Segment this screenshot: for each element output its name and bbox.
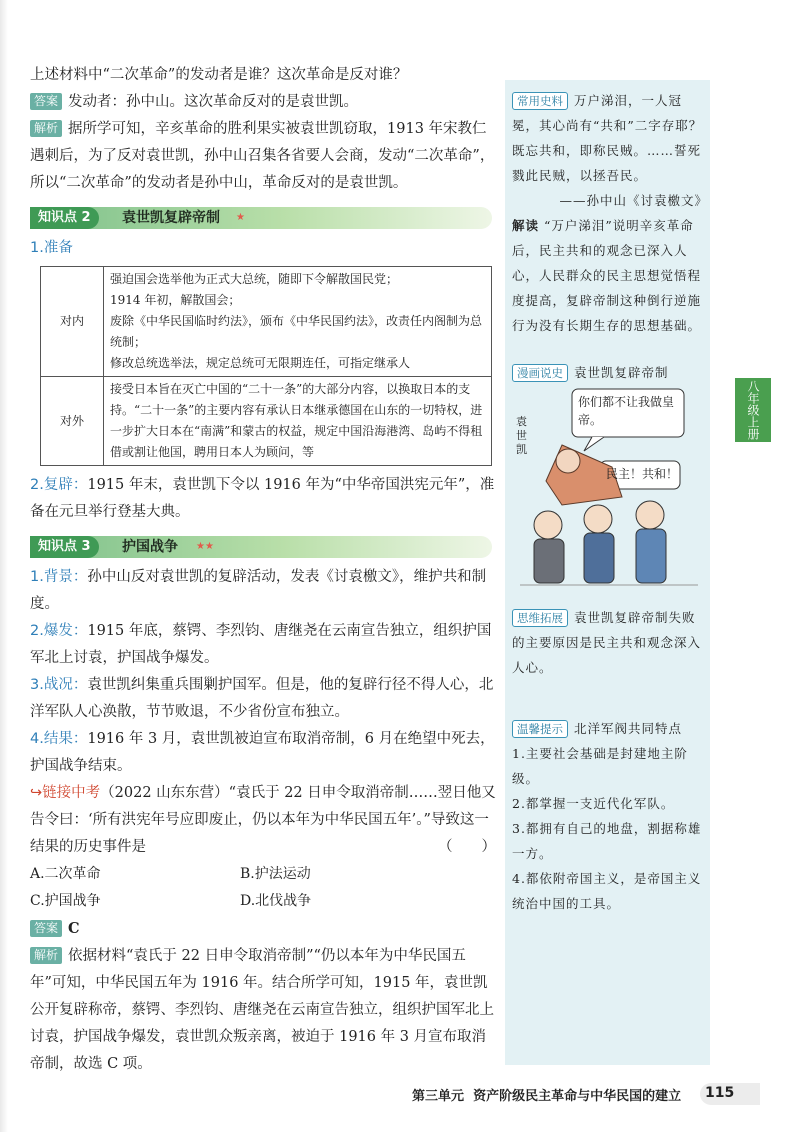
analysis-2	[30, 943, 496, 1078]
answer-tag: 答案	[30, 920, 62, 937]
option-c: C.护国战争	[30, 893, 101, 909]
sidebar-note-4	[512, 716, 708, 741]
star-icon: ★	[236, 212, 245, 223]
interpretation-label: 解读	[512, 218, 540, 233]
question-intro: 上述材料中“二次革命”的发动者是谁？这次革命是反对谁？	[30, 67, 408, 83]
sidebar-content	[512, 88, 708, 916]
exam-link-text: （2022 山东东营）“袁氏于 22 日申令取消帝制……翌日他又告令曰：‘所有洪宪年号应即废止，仍以本年为中华民国五年’。”导致这一结果的历史事件是	[30, 785, 496, 855]
item-label: 3.战况：	[30, 677, 88, 693]
cartoon-label: 袁世凯	[516, 415, 527, 456]
table-line: 废除《中华民国临时约法》，颁布《中华民国约法》，改责任内阁制为总统制；	[110, 314, 483, 349]
speech-bubble-1: 你们都不让我做皇帝。	[578, 395, 675, 427]
footer-title: 资产阶级民主革命与中华民国的建立	[473, 1089, 682, 1104]
footer-unit: 第三单元	[412, 1089, 465, 1104]
kp-title: 护国战争	[122, 539, 178, 555]
restoration	[30, 472, 496, 526]
knowledge-point-3-header	[30, 534, 496, 560]
cartoon-caption: 袁世凯复辟帝制	[574, 365, 669, 380]
item-text: 1915 年底，蔡锷、李烈钧、唐继尧在云南宣告独立，组织护国军北上讨袁，护国战争爆发。	[30, 623, 492, 666]
kp-bar	[30, 207, 492, 229]
star-icon: ★★	[196, 541, 214, 552]
list-item: 2.都掌握一支近代化军队。	[512, 796, 675, 811]
table-cell	[104, 267, 492, 377]
list-item: 3.都拥有自己的地盘，割据称雄一方。	[512, 821, 702, 861]
table-line: 修改总统选举法，规定总统可无限期连任，可指定继承人	[110, 356, 411, 370]
list-item: 1.主要社会基础是封建地主阶级。	[512, 746, 688, 786]
analysis-1-text: 据所学可知，辛亥革命的胜利果实被袁世凯窃取，1913 年宋教仁遇刺后，为了反对袁世凯，孙中山召集各省要人会商，发动“二次革命”，所以“二次革命”的发动者是孙中山，革命反对的是袁世凯。	[30, 121, 495, 191]
restoration-label: 2.复辟：	[30, 477, 88, 493]
option-a: A.二次革命	[30, 866, 101, 882]
exam-link	[30, 780, 496, 861]
table-line: 强迫国会选举他为正式大总统，随即下令解散国民党；	[110, 272, 399, 286]
list-item	[30, 564, 496, 618]
list-item	[30, 618, 496, 672]
item-text: 袁世凯纠集重兵围剿护国军。但是，他的复辟行径不得人心，北洋军队人心涣散，节节败退，不少省份宣布独立。	[30, 677, 494, 720]
table-row	[41, 377, 492, 466]
kp-label: 知识点 2	[30, 207, 99, 229]
grade-tab: 八年级上册	[735, 378, 771, 442]
sidebar-note-4-text: 北洋军阀共同特点	[574, 721, 683, 736]
table-row	[41, 267, 492, 377]
answer-tag: 答案	[30, 93, 62, 110]
answer-2-text: C	[68, 920, 80, 937]
item-text: 1916 年 3 月，袁世凯被迫宣布取消帝制，6 月在绝望中死去，护国战争结束。	[30, 731, 495, 774]
item-label: 1.背景：	[30, 569, 88, 585]
link-icon: ↪	[30, 785, 43, 801]
answer-1-text: 发动者：孙中山。这次革命反对的是袁世凯。	[68, 94, 359, 110]
sidebar-tag: 常用史料	[512, 92, 568, 110]
list-item	[30, 726, 496, 780]
prep-label: 1.准备	[30, 240, 73, 256]
exam-link-label: 链接中考	[42, 785, 101, 801]
item-label: 2.爆发：	[30, 623, 88, 639]
sidebar-note-1	[512, 88, 708, 188]
footer	[412, 1085, 681, 1104]
sidebar-tag: 思维拓展	[512, 609, 568, 627]
item-label: 4.结果：	[30, 731, 88, 747]
table-cell: 接受日本旨在灭亡中国的“二十一条”的大部分内容，以换取日本的支持。“二十一条”的主要内容有承认日本继承德国在山东的一切特权，进一步扩大日本在“南满”和蒙古的权益，规定中国沿海港湾、岛屿不得租借或割让他国，聘用日本人为顾问，等	[104, 377, 492, 466]
sidebar-quote: 万户涕泪，一人冠冕，其心尚有“共和”二字存耶？既忘共和，即称民贼。……誓死戮此民贼，以拯吾民。	[512, 93, 703, 183]
cartoon	[512, 385, 708, 605]
restoration-text: 1915 年末，袁世凯下令以 1916 年为“中华帝国洪宪元年”，准备在元旦举行登基大典。	[30, 477, 495, 520]
item-text: 孙中山反对袁世凯的复辟活动，发表《讨袁檄文》，维护共和制度。	[30, 569, 487, 612]
analysis-1	[30, 116, 496, 197]
sidebar-note-3	[512, 605, 708, 680]
analysis-tag: 解析	[30, 947, 62, 964]
list-item	[30, 672, 496, 726]
speech-bubble-2: 民主！共和！	[606, 467, 679, 481]
list-item: 4.都依附帝国主义，是帝国主义统治中国的工具。	[512, 871, 702, 911]
sidebar-tag: 温馨提示	[512, 720, 568, 738]
interpretation-text: “万户涕泪”说明辛亥革命后，民主共和的观念已深入人心，人民群众的民主思想觉悟程度提高，复辟帝制这种倒行逆施行为没有长期生存的思想基础。	[512, 218, 702, 333]
main-column	[30, 62, 496, 1078]
sidebar-interpretation	[512, 213, 708, 338]
answer-2	[30, 915, 496, 943]
sidebar-tag: 漫画说史	[512, 364, 568, 382]
table-line: 1914 年初，解散国会；	[110, 293, 241, 307]
sidebar-source: ——孙中山《讨袁檄文》	[559, 193, 708, 208]
analysis-2-text: 依据材料“袁氏于 22 日申令取消帝制”“仍以本年为中华民国五年”可知，中华民国五年为 1916 年。结合所学可知，1915 年，袁世凯公开复辟称帝，蔡锷、李烈钧、唐继尧在云南宣告独立，组织护国军北上讨袁，护国战争爆发，袁世凯众叛亲离，被迫于 1916 年 3 月宣布取消帝制，故选 C 项。	[30, 948, 494, 1072]
kp-title: 袁世凯复辟帝制	[122, 210, 220, 226]
sidebar-note-2	[512, 360, 708, 385]
knowledge-point-2-header	[30, 205, 496, 231]
table-row-label: 对外	[41, 377, 104, 466]
kp-label: 知识点 3	[30, 536, 99, 558]
answer-blank: （ ）	[438, 839, 496, 855]
kp-bar	[30, 536, 492, 558]
answer-1	[30, 89, 496, 116]
analysis-tag: 解析	[30, 120, 62, 137]
page-edge-shadow	[0, 0, 8, 1132]
prep-table	[40, 266, 492, 466]
option-d: D.北伐战争	[240, 893, 312, 909]
option-b: B.护法运动	[240, 866, 311, 882]
options	[30, 861, 496, 915]
table-row-label: 对内	[41, 267, 104, 377]
page-number: 115	[705, 1085, 735, 1101]
sidebar-note-3-text: 袁世凯复辟帝制失败的主要原因是民主共和观念深入人心。	[512, 610, 702, 675]
